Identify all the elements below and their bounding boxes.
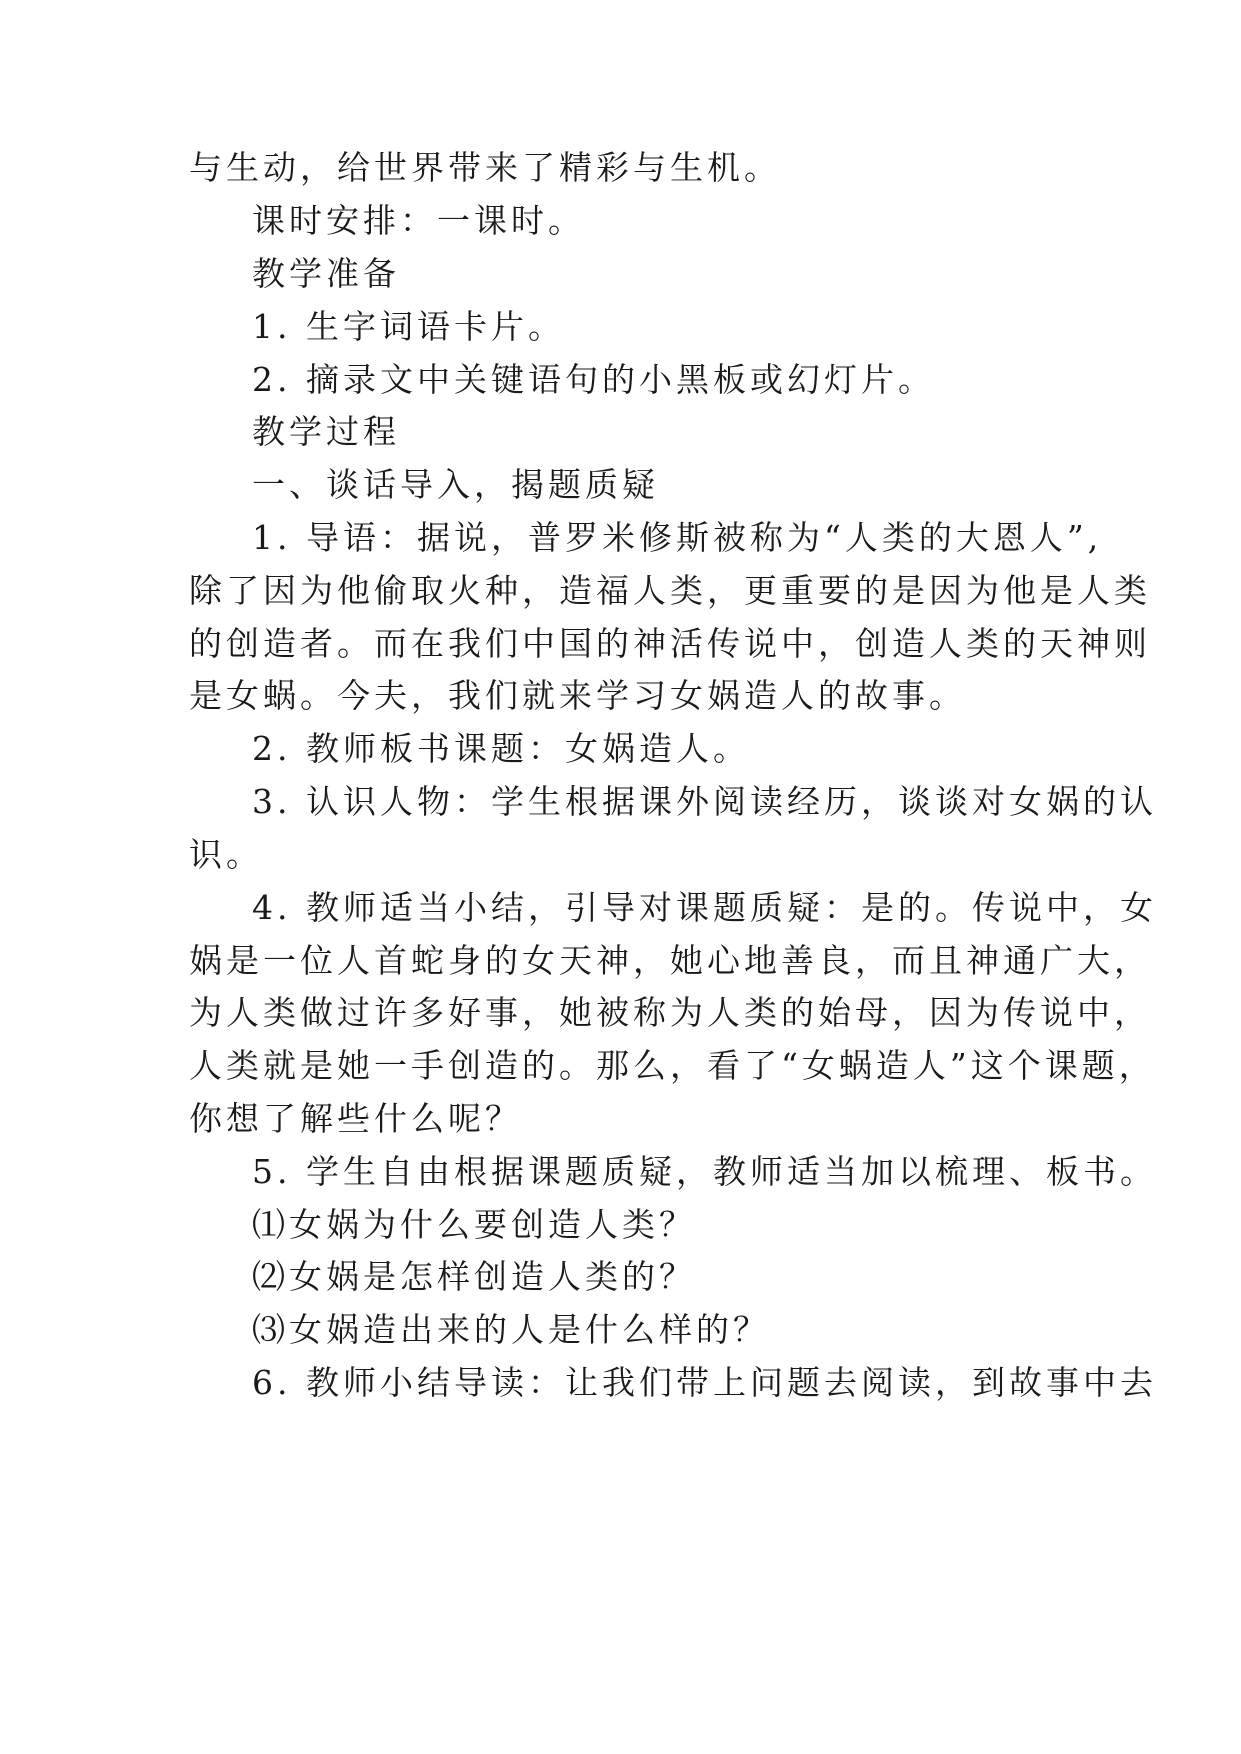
list-item: 1. 生字词语卡片。 (252, 307, 565, 346)
section-heading: 教学过程 (252, 412, 400, 451)
paragraph-line: 6. 教师小结导读：让我们带上问题去阅读，到故事中去 (252, 1363, 1157, 1402)
paragraph-line: 5. 学生自由根据课题质疑，教师适当加以梳理、板书。 (252, 1152, 1157, 1191)
paragraph-line: 你想了解些什么呢？ (189, 1099, 522, 1138)
paragraph-line: 识。 (189, 835, 263, 874)
paragraph-line: 与生动，给世界带来了精彩与生机。 (189, 148, 781, 187)
paragraph-line: 4. 教师适当小结，引导对课题质疑：是的。传说中，女 (252, 888, 1157, 927)
paragraph-line: 娲是一位人首蛇身的女天神，她心地善良，而且神通广大， (189, 941, 1151, 980)
paragraph-line: 1. 导语：据说，普罗米修斯被称为“人类的大恩人”, (252, 518, 1103, 557)
question-item: ⑵女娲是怎样创造人类的？ (252, 1257, 696, 1296)
question-item: ⑶女娲造出来的人是什么样的？ (252, 1310, 770, 1349)
paragraph-line: 是女蜗。今夫，我们就来学习女娲造人的故事。 (189, 676, 966, 715)
paragraph-line: 的创造者。而在我们中国的神活传说中，创造人类的天神则 (189, 624, 1151, 663)
section-heading: 教学准备 (252, 254, 400, 293)
paragraph-line: 2. 教师板书课题：女娲造人。 (252, 729, 750, 768)
paragraph-line: 3. 认识人物：学生根据课外阅读经历，谈谈对女娲的认 (252, 782, 1157, 821)
subsection-heading: 一、谈话导入，揭题质疑 (252, 465, 659, 504)
paragraph-line: 除了因为他偷取火种，造福人类，更重要的是因为他是人类 (189, 571, 1151, 610)
paragraph-line: 人类就是她一手创造的。那么，看了“女蜗造人”这个课题， (189, 1046, 1156, 1085)
list-item: 2. 摘录文中关键语句的小黑板或幻灯片。 (252, 360, 935, 399)
paragraph-line: 为人类做过许多好事，她被称为人类的始母，因为传说中， (189, 993, 1151, 1032)
question-item: ⑴女娲为什么要创造人类？ (252, 1205, 696, 1244)
lesson-duration-line: 课时安排：一课时。 (252, 201, 585, 240)
